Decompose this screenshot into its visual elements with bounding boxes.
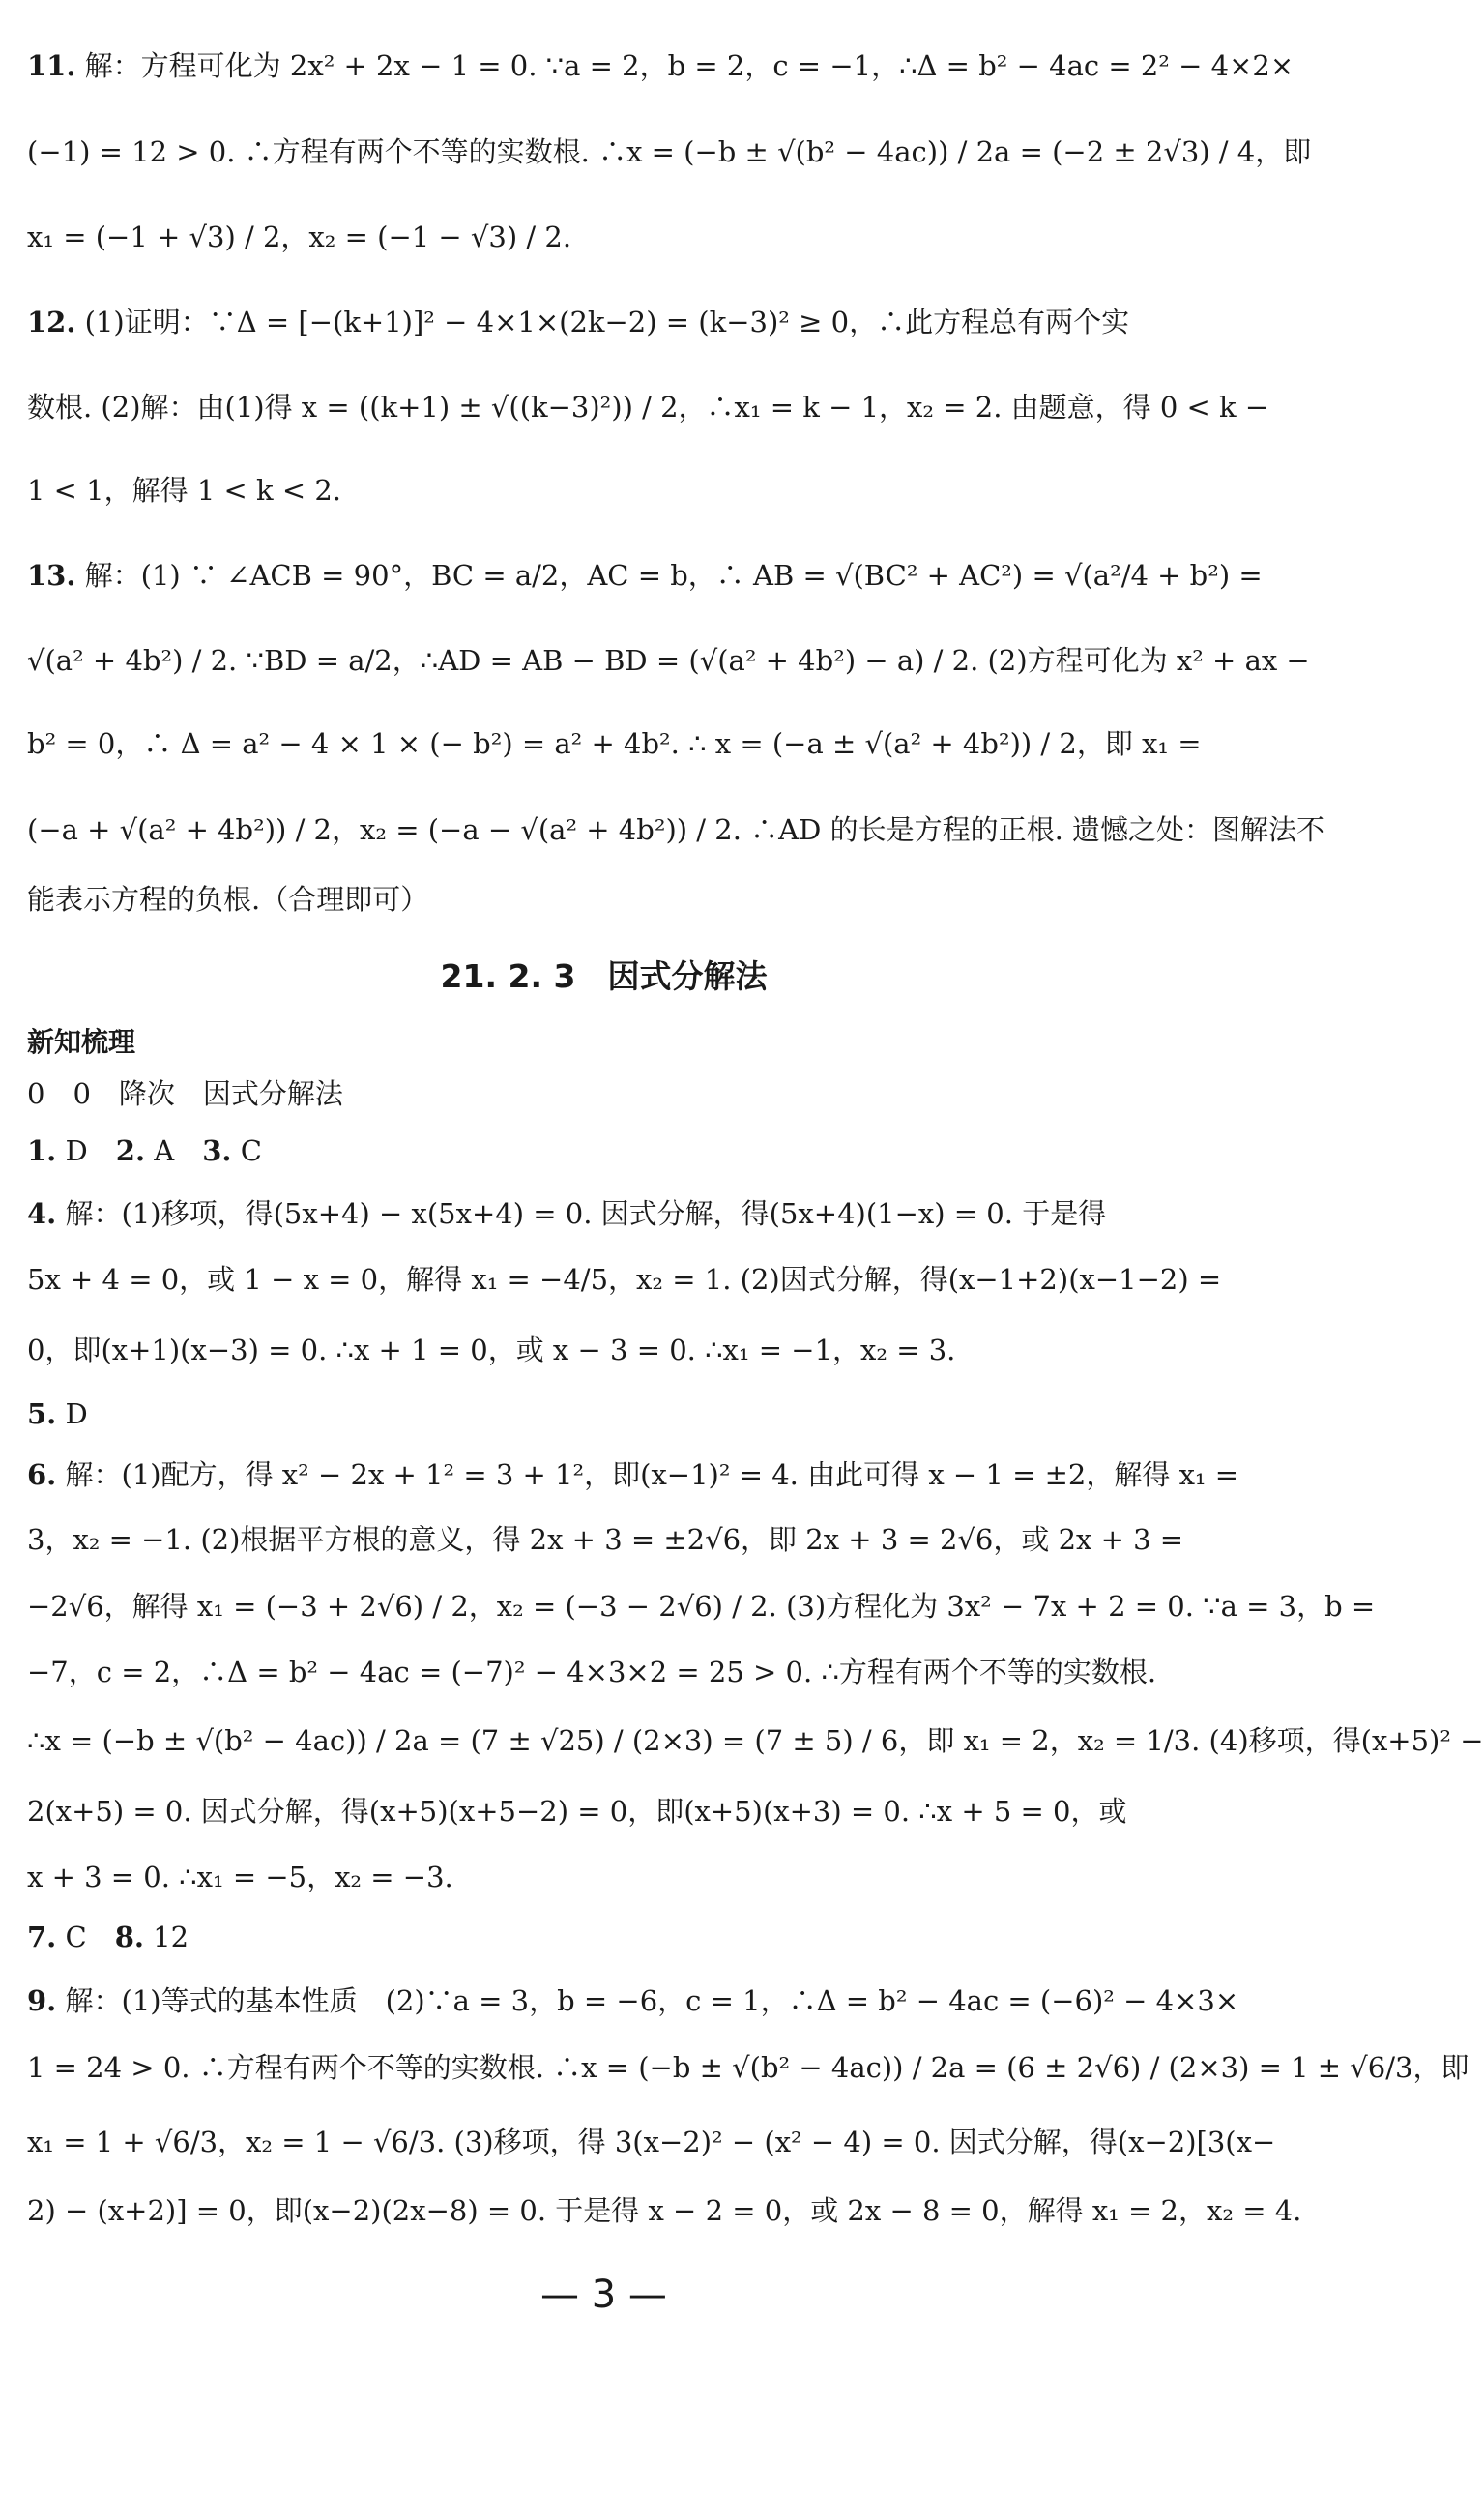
text-line: 9. 解：(1)等式的基本性质 (2)∵a = 3，b = −6，c = 1，∴Δ = b² − 4ac = (−6)² − 4×3× xyxy=(27,1984,1239,2017)
text-line: 1. D 2. A 3. C xyxy=(27,1134,262,1167)
text-line: x + 3 = 0. ∴x₁ = −5，x₂ = −3. xyxy=(27,1861,453,1893)
text-line: 13. 解：(1) ∵ ∠ACB = 90°，BC = a/2，AC = b，∴ AB = √(BC² + AC²) = √(a²/4 + b²) = xyxy=(27,559,1263,592)
text-line: 1 < 1，解得 1 < k < 2. xyxy=(27,474,342,507)
text-line: 5x + 4 = 0，或 1 − x = 0，解得 x₁ = −4/5，x₂ = 1. (2)因式分解，得(x−1+2)(x−1−2) = xyxy=(27,1263,1222,1296)
text-line: x₁ = (−1 + √3) / 2，x₂ = (−1 − √3) / 2. xyxy=(27,220,572,253)
text-line: 2) − (x+2)] = 0，即(x−2)(2x−8) = 0. 于是得 x − 2 = 0，或 2x − 8 = 0，解得 x₁ = 2，x₂ = 4. xyxy=(27,2194,1302,2227)
text-line: −2√6，解得 x₁ = (−3 + 2√6) / 2，x₂ = (−3 − 2√6) / 2. (3)方程化为 3x² − 7x + 2 = 0. ∵a = 3，b = xyxy=(27,1590,1376,1623)
text-line: 1 = 24 > 0. ∴方程有两个不等的实数根. ∴x = (−b ± √(b² − 4ac)) / 2a = (6 ± 2√6) / (2×3) = 1 ± √6/3，即 xyxy=(27,2051,1469,2084)
text-line: 4. 解：(1)移项，得(5x+4) − x(5x+4) = 0. 因式分解，得(5x+4)(1−x) = 0. 于是得 xyxy=(27,1197,1107,1230)
text-line: 数根. (2)解：由(1)得 x = ((k+1) ± √((k−3)²)) / 2，∴x₁ = k − 1，x₂ = 2. 由题意，得 0 < k − xyxy=(27,391,1269,424)
text-line: √(a² + 4b²) / 2. ∵BD = a/2，∴AD = AB − BD = (√(a² + 4b²) − a) / 2. (2)方程可化为 x² + ax − xyxy=(27,644,1310,677)
text-line: b² = 0，∴ Δ = a² − 4 × 1 × (− b²) = a² + 4b². ∴ x = (−a ± √(a² + 4b²)) / 2，即 x₁ = xyxy=(27,727,1202,760)
text-line: 2(x+5) = 0. 因式分解，得(x+5)(x+5−2) = 0，即(x+5)(x+3) = 0. ∴x + 5 = 0，或 xyxy=(27,1795,1127,1828)
text-line: 0，即(x+1)(x−3) = 0. ∴x + 1 = 0，或 x − 3 = 0. ∴x₁ = −1，x₂ = 3. xyxy=(27,1334,956,1366)
text-line: 能表示方程的负根.（合理即可） xyxy=(27,883,429,916)
subsection-title: 新知梳理 xyxy=(27,1026,136,1058)
text-line: 3，x₂ = −1. (2)根据平方根的意义，得 2x + 3 = ±2√6，即 2x + 3 = 2√6，或 2x + 3 = xyxy=(27,1523,1184,1556)
text-line: ∴x = (−b ± √(b² − 4ac)) / 2a = (7 ± √25) / (2×3) = (7 ± 5) / 6，即 x₁ = 2，x₂ = 1/3. (4)移项，得(x+5)² − xyxy=(27,1724,1484,1757)
text-line: (−a + √(a² + 4b²)) / 2，x₂ = (−a − √(a² + 4b²)) / 2. ∴AD 的长是方程的正根. 遗憾之处：图解法不 xyxy=(27,813,1325,846)
text-line: 7. C 8. 12 xyxy=(27,1921,189,1953)
text-line: (−1) = 12 > 0. ∴方程有两个不等的实数根. ∴x = (−b ± √(b² − 4ac)) / 2a = (−2 ± 2√3) / 4，即 xyxy=(27,135,1312,168)
section-title: 21. 2. 3 因式分解法 xyxy=(440,957,768,995)
text-line: −7，c = 2，∴Δ = b² − 4ac = (−7)² − 4×3×2 = 25 > 0. ∴方程有两个不等的实数根. xyxy=(27,1656,1157,1688)
text-line: 6. 解：(1)配方，得 x² − 2x + 1² = 3 + 1²，即(x−1)² = 4. 由此可得 x − 1 = ±2，解得 x₁ = xyxy=(27,1458,1239,1491)
text-line: 12. (1)证明：∵Δ = [−(k+1)]² − 4×1×(2k−2) = (k−3)² ≥ 0，∴此方程总有两个实 xyxy=(27,306,1130,338)
text-line: 0 0 降次 因式分解法 xyxy=(27,1077,343,1110)
text-line: 5. D xyxy=(27,1397,88,1430)
page-number: — 3 — xyxy=(540,2273,667,2317)
text-line: x₁ = 1 + √6/3，x₂ = 1 − √6/3. (3)移项，得 3(x−2)² − (x² − 4) = 0. 因式分解，得(x−2)[3(x− xyxy=(27,2126,1276,2158)
text-line: 11. 解：方程可化为 2x² + 2x − 1 = 0. ∵a = 2，b = 2，c = −1，∴Δ = b² − 4ac = 2² − 4×2× xyxy=(27,49,1295,82)
